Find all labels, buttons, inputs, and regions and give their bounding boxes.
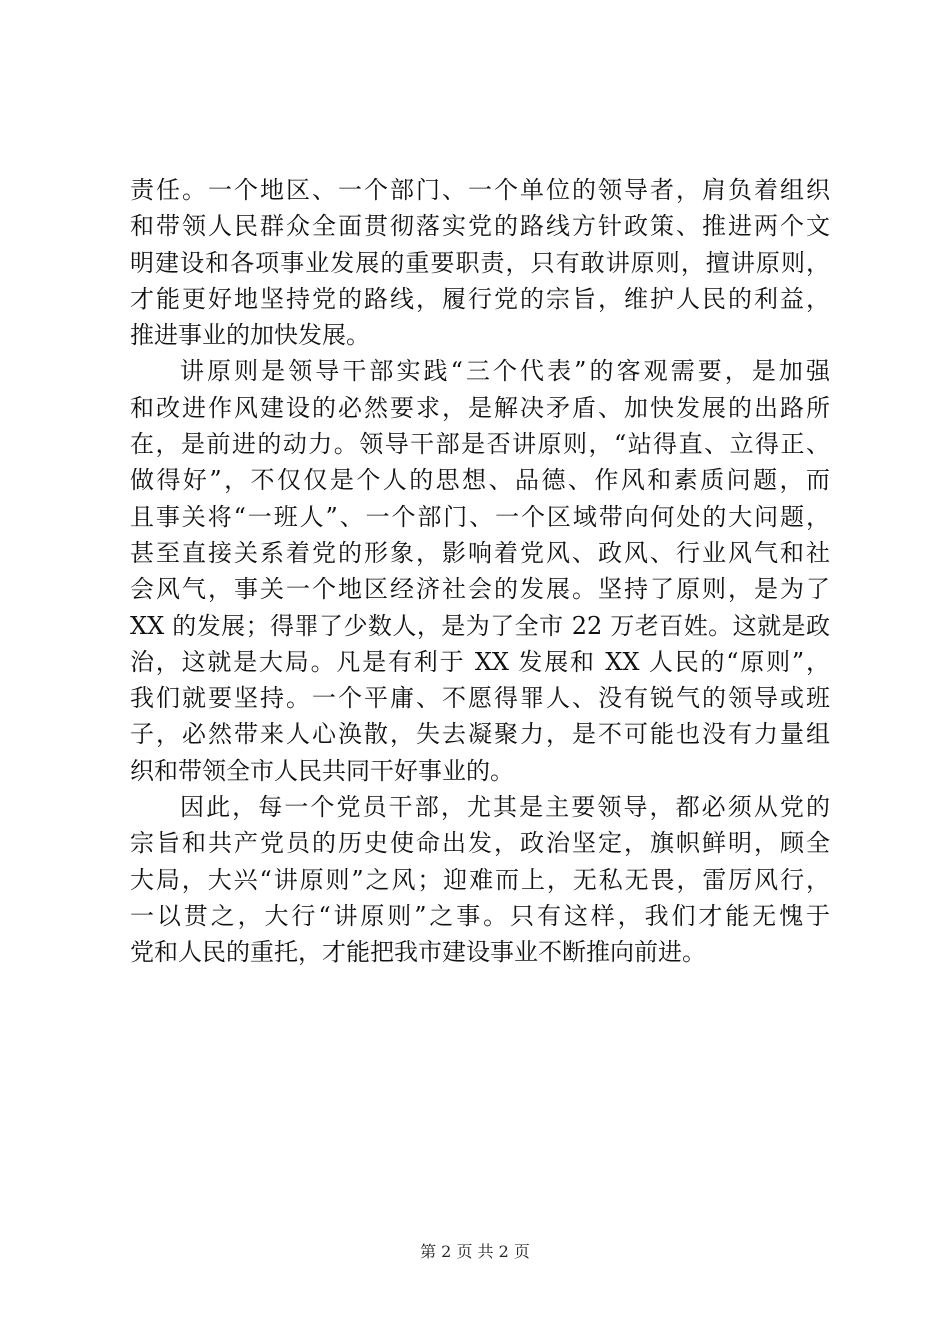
text-line: 大局，大兴“讲原则”之风；迎难而上，无私无畏，雷厉风行， [130, 865, 830, 894]
text-line: 会风气，事关一个地区经济社会的发展。坚持了原则，是为了 [130, 575, 830, 604]
paragraph-first-line: 讲原则是领导干部实践“三个代表”的客观需要，是加强 [180, 357, 830, 386]
text-line: 才能更好地坚持党的路线，履行党的宗旨，维护人民的利益， [130, 284, 830, 313]
text-line: XX 的发展；得罪了少数人，是为了全市 22 万老百姓。这就是政 [130, 611, 830, 640]
text-line: 治，这就是大局。凡是有利于 XX 发展和 XX 人民的“原则”， [130, 647, 830, 676]
text-line: 在，是前进的动力。领导干部是否讲原则，“站得直、立得正、 [130, 430, 830, 459]
text-line: 推进事业的加快发展。 [130, 321, 370, 350]
body-text [130, 172, 830, 971]
text-line: 我们就要坚持。一个平庸、不愿得罪人、没有锐气的领导或班 [130, 684, 830, 713]
text-line: 党和人民的重托，才能把我市建设事业不断推向前进。 [130, 938, 706, 967]
text-line: 子，必然带来人心涣散，失去凝聚力，是不可能也没有力量组 [130, 720, 830, 749]
text-line: 明建设和各项事业发展的重要职责，只有敢讲原则，擅讲原则， [130, 248, 830, 277]
text-line: 且事关将“一班人”、一个部门、一个区域带向何处的大问题， [130, 502, 830, 531]
text-line: 一以贯之，大行“讲原则”之事。只有这样，我们才能无愧于 [130, 901, 830, 930]
text-line: 甚至直接关系着党的形象，影响着党风、政风、行业风气和社 [130, 538, 830, 567]
text-line: 宗旨和共产党员的历史使命出发，政治坚定，旗帜鲜明，顾全 [130, 829, 830, 858]
paragraph-first-line: 因此，每一个党员干部，尤其是主要领导，都必须从党的 [180, 793, 830, 822]
text-line: 和带领人民群众全面贯彻落实党的路线方针政策、推进两个文 [130, 212, 830, 241]
text-line: 做得好”，不仅仅是个人的思想、品德、作风和素质问题，而 [130, 466, 830, 495]
text-line: 和改进作风建设的必然要求，是解决矛盾、加快发展的出路所 [130, 393, 830, 422]
page-footer: 第 2 页 共 2 页 [420, 1242, 530, 1261]
text-line: 责任。一个地区、一个部门、一个单位的领导者，肩负着组织 [130, 176, 830, 204]
text-line: 织和带领全市人民共同干好事业的。 [130, 756, 514, 785]
